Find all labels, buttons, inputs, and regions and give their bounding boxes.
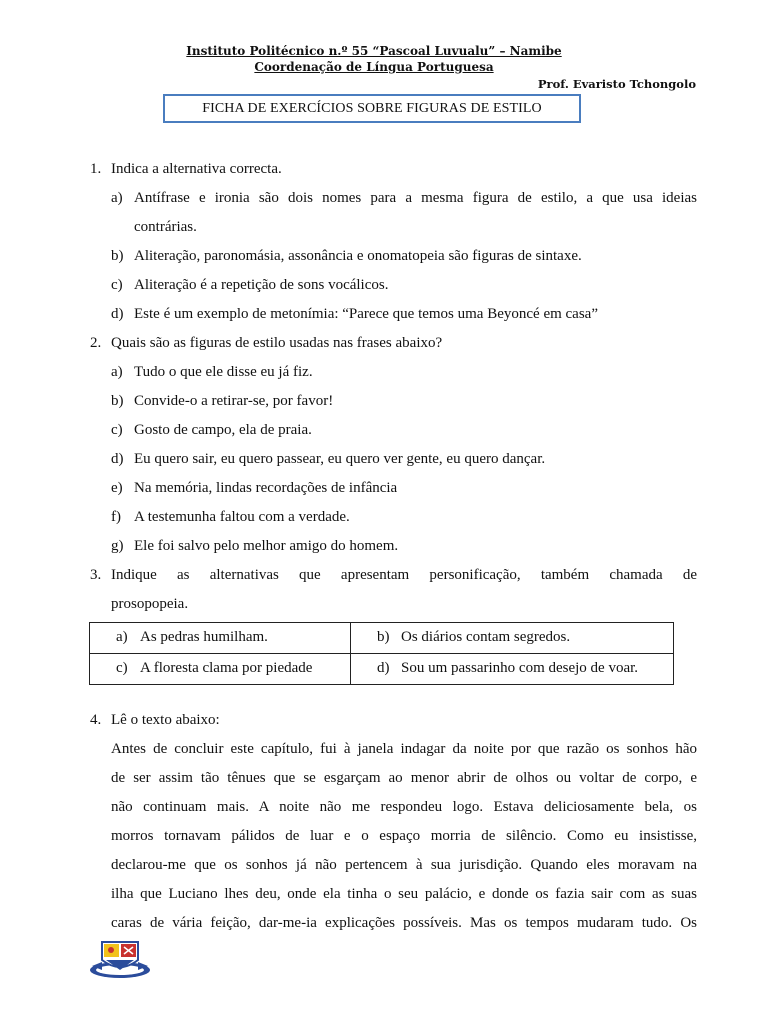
q3-option-b-text: Os diários contam segredos. xyxy=(401,628,571,645)
q2-option-b-label: b) xyxy=(111,393,124,409)
q2-option-g-label: g) xyxy=(111,538,124,554)
q3-text-line2: prosopopeia. xyxy=(111,596,189,612)
q3-text-line1: Indique as alternativas que apresentam personificação, também chamada de xyxy=(111,567,697,583)
q2-option-c-text: Gosto de campo, ela de praia. xyxy=(134,422,312,438)
q3-option-a-text: As pedras humilham. xyxy=(140,628,268,645)
q1-option-c-text: Aliteração é a repetição de sons vocálicos. xyxy=(134,277,389,293)
table-row xyxy=(90,654,674,685)
school-name: Instituto Politécnico n.º 55 “Pascoal Luvualu” – Namibe xyxy=(186,44,562,58)
q4-number: 4. xyxy=(90,712,102,728)
q2-option-f-label: f) xyxy=(111,509,121,525)
q2-option-f-text: A testemunha faltou com a verdade. xyxy=(134,509,350,525)
q2-option-b-text: Convide-o a retirar-se, por favor! xyxy=(134,393,334,409)
q2-option-e-label: e) xyxy=(111,480,123,496)
q1-option-a-line2: contrárias. xyxy=(134,219,197,235)
q2-option-a-text: Tudo o que ele disse eu já fiz. xyxy=(134,364,313,380)
q3-number: 3. xyxy=(90,567,102,583)
q3-option-b xyxy=(351,623,674,654)
q3-options-table xyxy=(89,622,674,685)
q1-option-a-line1: Antífrase e ironia são dois nomes para a mesma figura de estilo, a que usa ideias xyxy=(134,190,697,206)
q1-option-a-label: a) xyxy=(111,190,123,206)
q1-number: 1. xyxy=(90,161,102,177)
q1-option-b-label: b) xyxy=(111,248,124,264)
school-logo-icon xyxy=(88,930,152,980)
q2-text: Quais são as figuras de estilo usadas nas frases abaixo? xyxy=(111,335,443,351)
q1-option-d-text: Este é um exemplo de metonímia: “Parece que temos uma Beyoncé em casa” xyxy=(134,306,598,322)
q1-option-d-label: d) xyxy=(111,306,124,322)
table-row xyxy=(90,623,674,654)
q1-text: Indica a alternativa correcta. xyxy=(111,161,282,177)
q2-option-c-label: c) xyxy=(111,422,123,438)
passage-line-7: caras de vária feição, dar-me-ia explicações possíveis. Mas os tempos mudaram tudo. Os xyxy=(111,915,697,931)
passage-line-4: morros tornavam pálidos de luar e o espaço morria de silêncio. Como eu insistisse, xyxy=(111,828,697,844)
worksheet-title-text: FICHA DE EXERCÍCIOS SOBRE FIGURAS DE ESTILO xyxy=(202,100,542,116)
passage-line-5: declarou-me que os sonhos já não pertencem à sua jurisdição. Quando eles moravam na xyxy=(111,857,697,873)
q3-option-b-label: b) xyxy=(377,628,390,645)
q2-option-e-text: Na memória, lindas recordações de infância xyxy=(134,480,398,496)
q3-option-d xyxy=(351,654,674,685)
q1-option-c-label: c) xyxy=(111,277,123,293)
q2-option-a-label: a) xyxy=(111,364,123,380)
passage-line-3: não continuam mais. A noite não me respondeu logo. Estava deliciosamente bela, os xyxy=(111,799,697,815)
worksheet-title xyxy=(163,94,581,123)
passage-line-1: Antes de concluir este capítulo, fui à janela indagar da noite por que razão os sonhos hão xyxy=(111,741,697,757)
q3-option-d-label: d) xyxy=(377,659,390,676)
q3-option-c xyxy=(90,654,351,685)
q2-option-d-label: d) xyxy=(111,451,124,467)
department-name: Coordenação de Língua Portuguesa xyxy=(254,60,494,74)
q3-option-a-label: a) xyxy=(116,628,128,645)
q3-option-a xyxy=(90,623,351,654)
q4-text: Lê o texto abaixo: xyxy=(111,712,220,728)
q3-option-d-text: Sou um passarinho com desejo de voar. xyxy=(401,659,639,676)
q2-number: 2. xyxy=(90,335,102,351)
q2-option-d-text: Eu quero sair, eu quero passear, eu quero ver gente, eu quero dançar. xyxy=(134,451,546,467)
q3-option-c-label: c) xyxy=(116,659,128,676)
q1-option-b-text: Aliteração, paronomásia, assonância e onomatopeia são figuras de sintaxe. xyxy=(134,248,582,264)
teacher-name: Prof. Evaristo Tchongolo xyxy=(537,77,696,91)
q3-option-c-text: A floresta clama por piedade xyxy=(140,659,313,676)
passage-line-6: ilha que Luciano lhes deu, onde ela tinha o seu palácio, e donde os fazia sair com as suas xyxy=(111,886,697,902)
q2-option-g-text: Ele foi salvo pelo melhor amigo do homem. xyxy=(134,538,399,554)
passage-line-2: de ser assim tão tênues que se esgarçam ao menor abrir de olhos ou voltar de corpo, e xyxy=(111,770,697,786)
